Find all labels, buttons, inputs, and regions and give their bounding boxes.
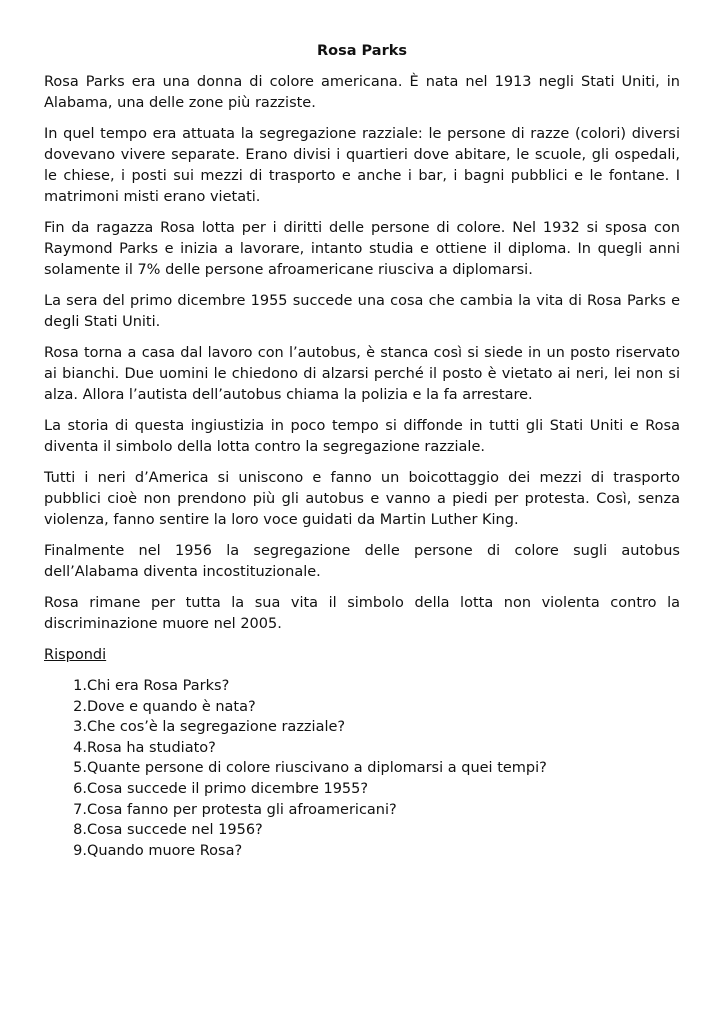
question-text: Rosa ha studiato? — [87, 739, 216, 756]
answer-heading: Rispondi — [44, 647, 107, 663]
paragraph-december-1955: La sera del primo dicembre 1955 succede una cosa che cambia la vita di Rosa Parks e degli Stati Uniti. — [44, 293, 680, 330]
question-text: Dove e quando è nata? — [87, 698, 256, 715]
question-number: 9. — [73, 842, 87, 859]
question-item — [44, 697, 680, 718]
question-text: Quante persone di colore riuscivano a diplomarsi a quei tempi? — [87, 760, 547, 777]
question-item — [44, 676, 680, 697]
question-number: 5. — [73, 760, 87, 777]
question-item — [44, 800, 680, 821]
question-number: 8. — [73, 822, 87, 839]
question-text: Chi era Rosa Parks? — [87, 678, 230, 694]
paragraph-legacy: Rosa rimane per tutta la sua vita il simbolo della lotta non violenta contro la discriminazione muore nel 2005. — [44, 595, 680, 632]
question-number: 1. — [73, 678, 87, 694]
question-number: 4. — [73, 739, 87, 756]
paragraph-bus-event: Rosa torna a casa dal lavoro con l’autobus, è stanca così si siede in un posto riservato ai bianchi. Due uomini le chiedono di alzarsi perché il posto è vietato ai neri, lei non si alza. Allora l’autista dell’autobus chiama la polizia e la fa arrestare. — [44, 345, 680, 403]
paragraph-segregation: In quel tempo era attuata la segregazione razziale: le persone di razze (colori) diversi dovevano vivere separate. Erano divisi i quartieri dove abitare, le scuole, gli ospedali, le chiese, i posti sui mezzi di trasporto e anche i bar, i bagni pubblici e le fontane. I matrimoni misti erano vietati. — [44, 126, 680, 205]
question-text: Cosa succede nel 1956? — [87, 822, 263, 839]
question-list — [44, 676, 680, 861]
paragraph-symbol: La storia di questa ingiustizia in poco tempo si diffonde in tutti gli Stati Uniti e Rosa diventa il simbolo della lotta contro la segregazione razziale. — [44, 418, 680, 455]
question-number: 7. — [73, 801, 87, 818]
question-item — [44, 841, 680, 862]
paragraph-1956: Finalmente nel 1956 la segregazione delle persone di colore sugli autobus dell’Alabama diventa incostituzionale. — [44, 543, 680, 580]
question-item — [44, 717, 680, 738]
question-text: Cosa succede il primo dicembre 1955? — [87, 780, 369, 797]
question-text: Cosa fanno per protesta gli afroamericani? — [87, 801, 397, 818]
paragraph-boycott: Tutti i neri d’America si uniscono e fanno un boicottaggio dei mezzi di trasporto pubblici cioè non prendono più gli autobus e vanno a piedi per protesta. Così, senza violenza, fanno sentire la loro voce guidati da Martin Luther King. — [44, 470, 680, 528]
question-text: Che cos’è la segregazione razziale? — [87, 719, 346, 736]
paragraph-intro: Rosa Parks era una donna di colore americana. È nata nel 1913 negli Stati Uniti, in Alabama, una delle zone più razziste. — [44, 74, 680, 111]
document-title: Rosa Parks — [316, 43, 408, 59]
question-item — [44, 738, 680, 759]
question-number: 6. — [73, 780, 87, 797]
question-number: 2. — [73, 698, 87, 715]
question-text: Quando muore Rosa? — [87, 842, 243, 859]
question-number: 3. — [73, 719, 87, 736]
question-item — [44, 779, 680, 800]
paragraph-youth: Fin da ragazza Rosa lotta per i diritti delle persone di colore. Nel 1932 si sposa con Raymond Parks e inizia a lavorare, intanto studia e ottiene il diploma. In quegli anni solamente il 7% delle persone afroamericane riusciva a diplomarsi. — [44, 220, 680, 278]
question-item — [44, 820, 680, 841]
document-page — [44, 40, 680, 861]
question-item — [44, 758, 680, 779]
